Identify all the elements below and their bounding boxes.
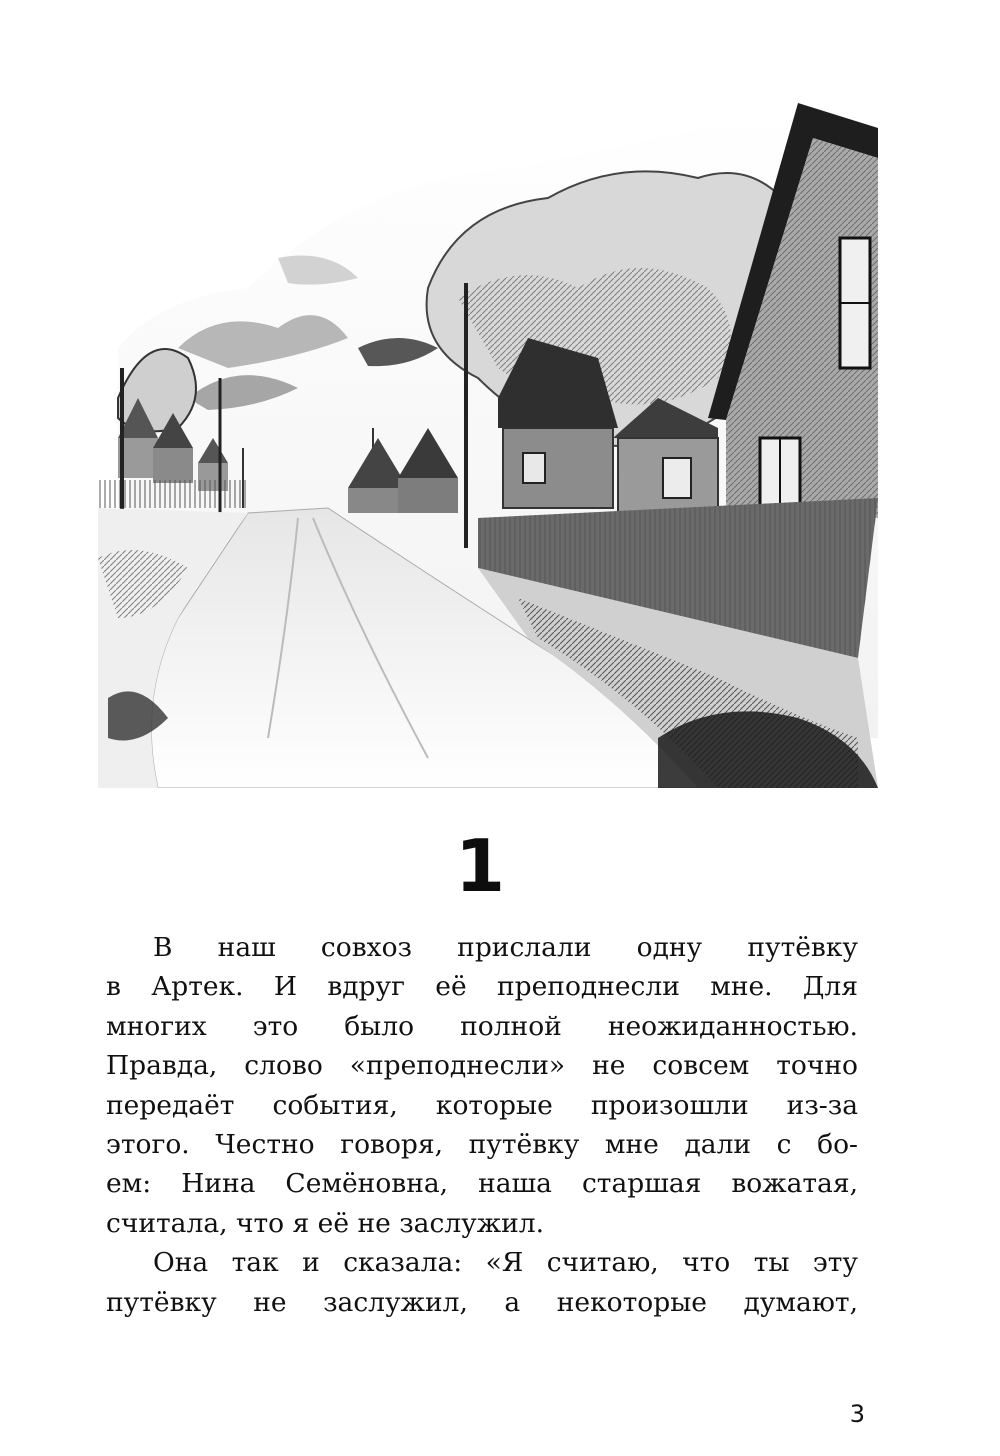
text-line: В наш совхоз прислали одну путёвку [153, 932, 858, 963]
chapter-number: 1 [454, 824, 506, 908]
text-line: путёвку не заслужил, а некоторые думают, [106, 1286, 858, 1318]
text-line: передаёт события, которые произошли из-за [106, 1089, 858, 1121]
paragraph [106, 1243, 858, 1322]
page-number: 3 [849, 1400, 865, 1428]
text-line: многих это было полной неожиданностью. [106, 1010, 858, 1042]
village-street-illustration [98, 98, 878, 788]
text-line: Правда, слово «преподнесли» не совсем точно [106, 1050, 858, 1082]
illustration-drawing [98, 98, 878, 788]
text-line: считала, что я её не заслужил. [106, 1207, 545, 1239]
text-line: Она так и сказала: «Я считаю, что ты эту [153, 1247, 858, 1279]
paragraph [106, 928, 858, 1243]
text-line: ем: Нина Семёновна, наша старшая вожатая, [106, 1168, 858, 1200]
text-line: в Артек. И вдруг её преподнесли мне. Для [106, 971, 858, 1003]
chapter-text [106, 928, 858, 1322]
text-line: этого. Честно говоря, путёвку мне дали с бо- [106, 1129, 858, 1161]
